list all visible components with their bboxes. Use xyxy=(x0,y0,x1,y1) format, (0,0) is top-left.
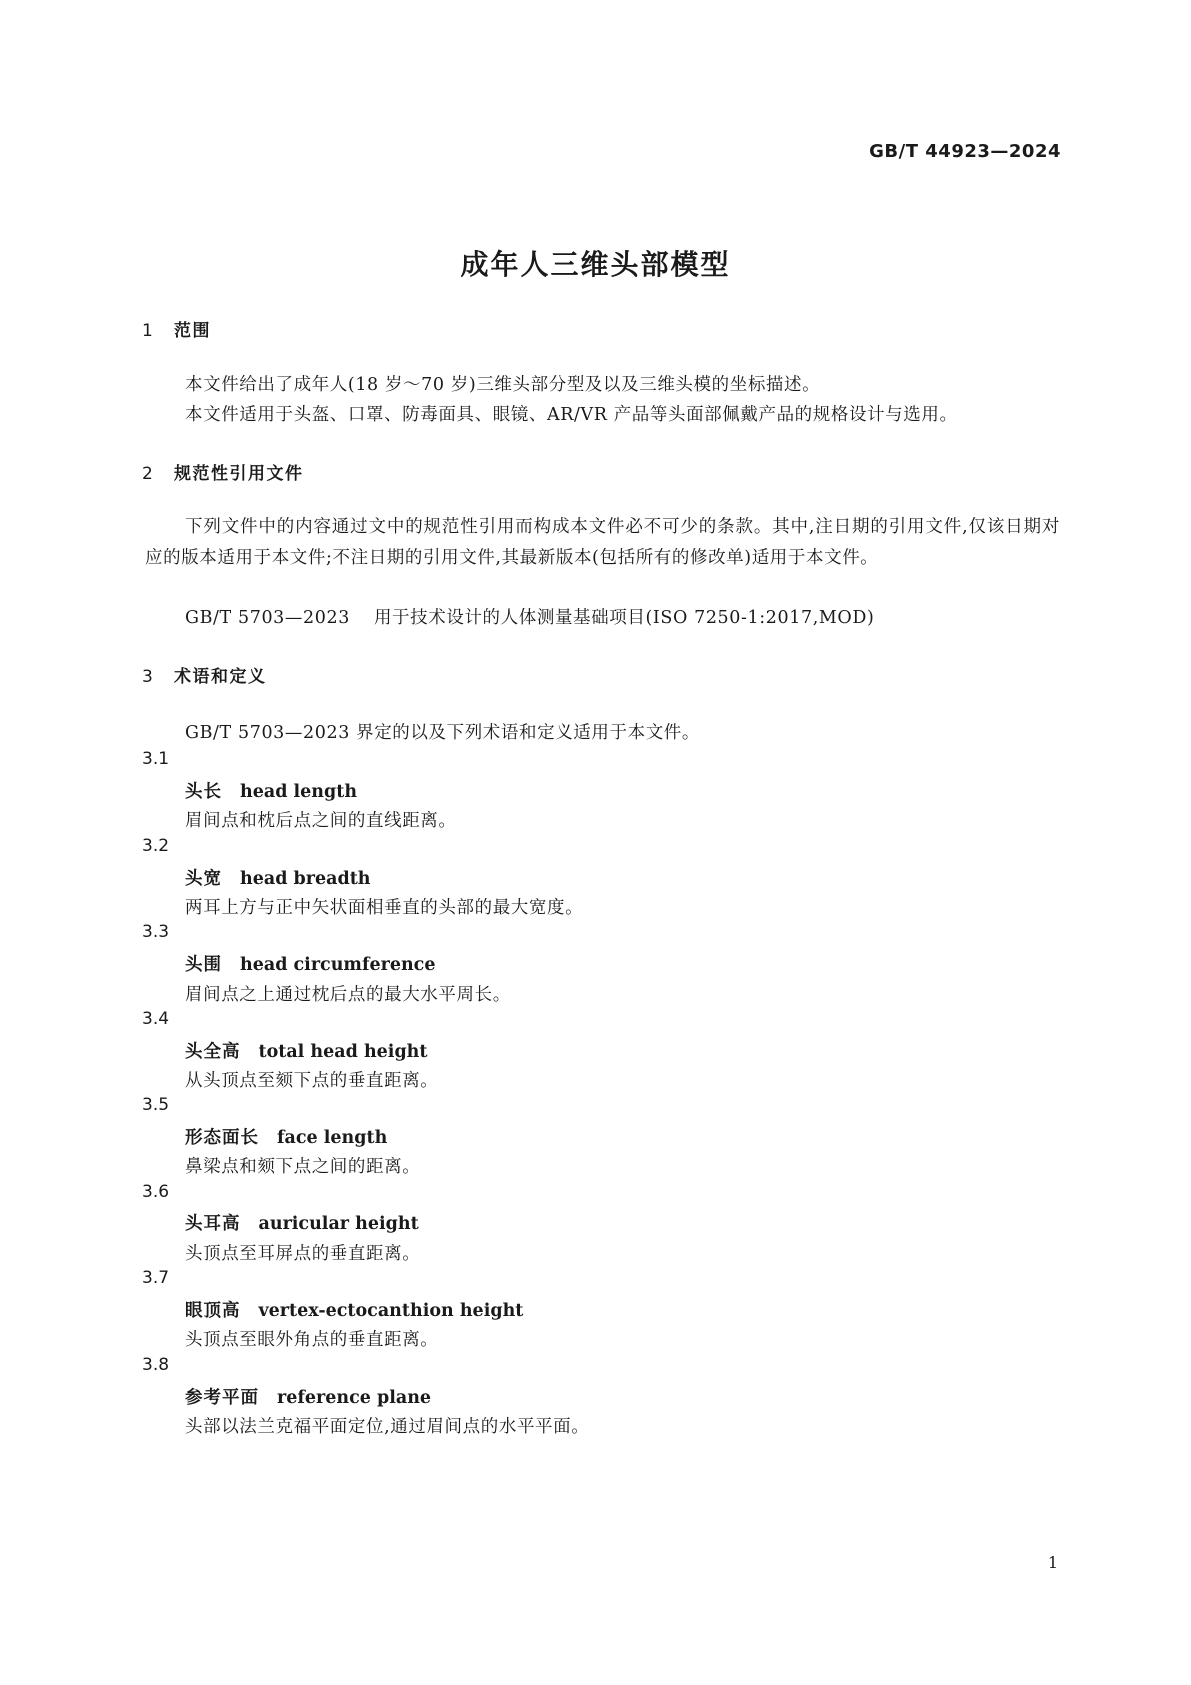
page-number: 1 xyxy=(1047,1553,1058,1572)
term-en: total head height xyxy=(258,1042,428,1062)
term-en: vertex-ectocanthion height xyxy=(258,1301,524,1321)
terms-intro-paragraph: GB/T 5703—2023 界定的以及下列术语和定义适用于本文件。 xyxy=(185,723,701,743)
section-heading-normative-references xyxy=(142,459,304,484)
term-zh: 眼顶高 xyxy=(185,1301,241,1321)
term-zh: 头宽 xyxy=(185,869,222,889)
reference-item xyxy=(185,604,874,629)
section-number: 1 xyxy=(142,321,155,341)
term-number: 3.4 xyxy=(142,1009,170,1029)
section-heading-scope xyxy=(142,316,211,341)
term-zh: 参考平面 xyxy=(185,1388,259,1408)
term-entry xyxy=(185,778,357,803)
term-definition: 鼻梁点和颏下点之间的距离。 xyxy=(185,1157,421,1177)
term-definition: 眉间点之上通过枕后点的最大水平周长。 xyxy=(185,985,511,1005)
scope-paragraph: 本文件适用于头盔、口罩、防毒面具、眼镜、AR/VR 产品等头面部佩戴产品的规格设计与选用。 xyxy=(185,405,958,425)
reference-title: 用于技术设计的人体测量基础项目(ISO 7250-1:2017,MOD) xyxy=(373,608,875,628)
term-number: 3.5 xyxy=(142,1095,170,1115)
term-entry xyxy=(185,1384,431,1409)
term-zh: 头全高 xyxy=(185,1042,241,1062)
scope-paragraph: 本文件给出了成年人(18 岁～70 岁)三维头部分型及以及三维头模的坐标描述。 xyxy=(185,375,821,395)
term-number: 3.3 xyxy=(142,922,170,942)
section-heading-terms-definitions xyxy=(142,662,267,687)
section-title: 术语和定义 xyxy=(174,667,267,687)
document-title: 成年人三维头部模型 xyxy=(460,248,731,281)
term-en: reference plane xyxy=(277,1388,432,1408)
standard-code: GB/T 44923—2024 xyxy=(869,141,1061,162)
term-number: 3.2 xyxy=(142,836,170,856)
section-title: 规范性引用文件 xyxy=(174,464,304,484)
section-number: 2 xyxy=(142,464,155,484)
term-zh: 头长 xyxy=(185,782,222,802)
term-entry xyxy=(185,865,371,890)
term-en: head length xyxy=(240,782,358,802)
term-zh: 形态面长 xyxy=(185,1128,259,1148)
term-number: 3.7 xyxy=(142,1268,170,1288)
term-entry xyxy=(185,951,435,976)
term-definition: 两耳上方与正中矢状面相垂直的头部的最大宽度。 xyxy=(185,898,584,918)
term-number: 3.1 xyxy=(142,749,170,769)
section-title: 范围 xyxy=(174,321,211,341)
term-number: 3.8 xyxy=(142,1355,170,1375)
term-entry xyxy=(185,1210,419,1235)
term-definition: 眉间点和枕后点之间的直线距离。 xyxy=(185,811,457,831)
term-definition: 头部以法兰克福平面定位,通过眉间点的水平平面。 xyxy=(185,1417,590,1437)
term-en: head circumference xyxy=(240,955,436,975)
term-number: 3.6 xyxy=(142,1182,170,1202)
term-en: face length xyxy=(277,1128,388,1148)
term-entry xyxy=(185,1124,387,1149)
references-intro-paragraph: 下列文件中的内容通过文中的规范性引用而构成本文件必不可少的条款。其中,注日期的引用文件,仅该日期对应的版本适用于本文件;不注日期的引用文件,其最新版本(包括所有的修改单)适用于本文件。 xyxy=(145,517,1060,568)
term-definition: 头顶点至耳屏点的垂直距离。 xyxy=(185,1244,421,1264)
term-entry xyxy=(185,1038,428,1063)
reference-code: GB/T 5703—2023 xyxy=(185,608,350,628)
term-definition: 从头顶点至颏下点的垂直距离。 xyxy=(185,1071,439,1091)
term-zh: 头围 xyxy=(185,955,222,975)
section-number: 3 xyxy=(142,667,155,687)
term-entry xyxy=(185,1297,523,1322)
term-en: auricular height xyxy=(258,1214,419,1234)
term-zh: 头耳高 xyxy=(185,1214,241,1234)
term-definition: 头顶点至眼外角点的垂直距离。 xyxy=(185,1330,439,1350)
term-en: head breadth xyxy=(240,869,371,889)
